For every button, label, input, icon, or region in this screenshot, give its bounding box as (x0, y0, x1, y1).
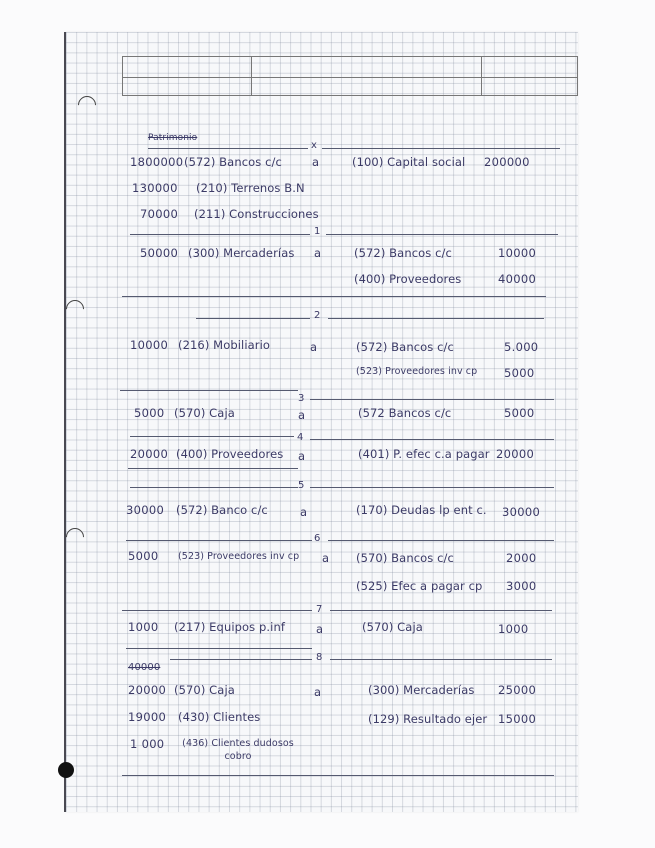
separator-line (330, 610, 552, 611)
credit-amount: 25000 (498, 683, 537, 697)
debit-amount: 5000 (128, 549, 159, 563)
entry-number: 5 (298, 480, 305, 491)
connector: a (298, 449, 306, 463)
credit-account: (100) Capital social (352, 155, 466, 169)
connector: a (310, 340, 318, 354)
debit-account: (217) Equipos p.inf (174, 620, 285, 634)
separator-line (326, 234, 558, 235)
debit-amount: 20000 (128, 683, 167, 697)
credit-amount: 40000 (498, 272, 537, 286)
credit-account: (570) Caja (362, 620, 423, 634)
separator-line (122, 610, 312, 611)
debit-account: (216) Mobiliario (178, 338, 271, 352)
separator-line (148, 148, 308, 149)
credit-account: (129) Resultado ejer (368, 712, 488, 726)
connector: a (300, 505, 308, 519)
entry-number: 1 (314, 226, 321, 237)
debit-amount: 130000 (132, 181, 178, 195)
connector: a (322, 551, 330, 565)
credit-amount: 5000 (504, 406, 535, 420)
credit-amount: 3000 (506, 579, 537, 593)
separator-line (126, 540, 312, 541)
connector: a (316, 622, 324, 636)
separator-line (120, 390, 298, 391)
debit-amount: 20000 (130, 447, 169, 461)
credit-account: (523) Proveedores inv cp (356, 366, 478, 377)
separator-line (310, 487, 554, 488)
debit-amount: 70000 (140, 207, 179, 221)
debit-account: (570) Caja (174, 406, 235, 420)
entry-number: 2 (314, 310, 321, 321)
credit-account: (572 Bancos c/c (358, 406, 452, 420)
separator-line (128, 468, 298, 469)
connector: a (312, 155, 320, 169)
credit-amount: 5.000 (504, 340, 539, 354)
credit-amount: 5000 (504, 366, 535, 380)
credit-account: (572) Bancos c/c (356, 340, 454, 354)
debit-account: (210) Terrenos B.N (196, 181, 305, 195)
margin-line (64, 32, 66, 812)
separator-line (196, 318, 310, 319)
debit-account: (523) Proveedores inv cp (178, 551, 300, 562)
separator-line (126, 648, 312, 649)
separator-line (130, 487, 298, 488)
separator-line (122, 775, 554, 776)
separator-line (122, 296, 546, 297)
separator-line (130, 436, 294, 437)
connector: a (314, 685, 322, 699)
credit-amount: 2000 (506, 551, 537, 565)
debit-amount: 1 000 (130, 737, 165, 751)
credit-amount: 10000 (498, 246, 537, 260)
debit-amount: 50000 (140, 246, 179, 260)
debit-account: (436) Clientes dudosos cobro (182, 738, 294, 762)
separator-line (322, 148, 560, 149)
credit-amount: 200000 (484, 155, 530, 169)
punch-hole-icon (58, 762, 74, 778)
debit-account: (572) Bancos c/c (184, 155, 282, 169)
separator-line (328, 540, 554, 541)
header-table (122, 56, 578, 96)
credit-account: (525) Efec a pagar cp (356, 579, 483, 593)
debit-amount: 30000 (126, 503, 165, 517)
entry-number: 6 (314, 533, 321, 544)
separator-line (310, 399, 554, 400)
debit-account: (211) Construcciones (194, 207, 319, 221)
credit-account: (401) P. efec c.a pagar (358, 447, 490, 461)
debit-account: (300) Mercaderías (188, 246, 295, 260)
connector: a (298, 408, 306, 422)
credit-account: (300) Mercaderías (368, 683, 475, 697)
separator-line (170, 659, 312, 660)
debit-account: (430) Clientes (178, 710, 261, 724)
credit-account: (572) Bancos c/c (354, 246, 452, 260)
credit-amount: 15000 (498, 712, 537, 726)
connector: a (314, 246, 322, 260)
debit-account: (400) Proveedores (176, 447, 284, 461)
debit-account: (572) Banco c/c (176, 503, 268, 517)
heading: Patrimonio (148, 133, 198, 143)
debit-amount: 1000 (128, 620, 159, 634)
credit-amount: 30000 (502, 505, 541, 519)
entry-number: 7 (316, 604, 323, 615)
entry-number: 3 (298, 393, 305, 404)
debit-amount: 10000 (130, 338, 169, 352)
debit-account: (570) Caja (174, 683, 235, 697)
separator-line (328, 318, 544, 319)
debit-amount: 1800000 (130, 155, 184, 169)
separator-line (310, 439, 554, 440)
credit-amount: 20000 (496, 447, 535, 461)
separator-line (130, 234, 310, 235)
entry-number: x (311, 140, 317, 151)
debit-amount: 5000 (134, 406, 165, 420)
debit-amount: 19000 (128, 710, 167, 724)
struck-label: 40000 (128, 662, 161, 673)
entry-number: 4 (297, 432, 304, 443)
credit-account: (400) Proveedores (354, 272, 462, 286)
entry-number: 8 (316, 652, 323, 663)
credit-account: (570) Bancos c/c (356, 551, 454, 565)
credit-amount: 1000 (498, 622, 529, 636)
separator-line (330, 659, 552, 660)
credit-account: (170) Deudas lp ent c. (356, 503, 487, 517)
